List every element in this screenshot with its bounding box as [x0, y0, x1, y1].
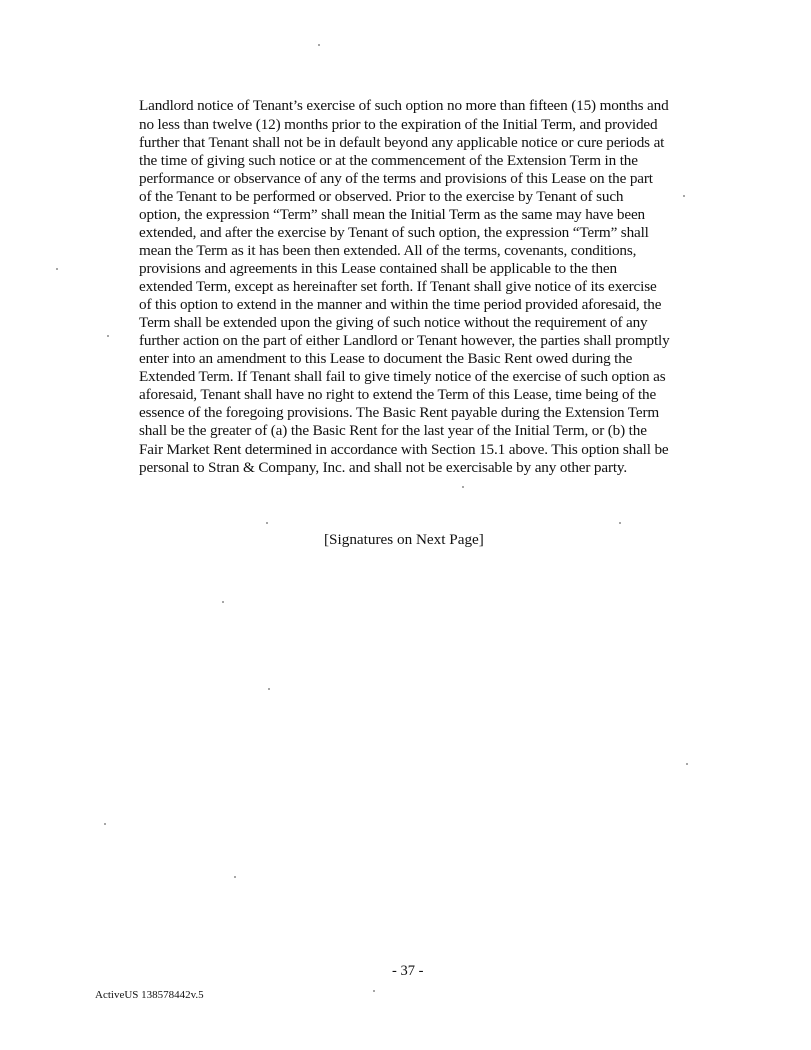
scan-speck — [104, 823, 106, 825]
scan-speck — [234, 876, 236, 878]
paragraph-line: mean the Term as it has been then extended. All of the terms, covenants, conditions, — [139, 242, 637, 259]
paragraph-line: further action on the part of either Landlord or Tenant however, the parties shall promptly — [139, 332, 670, 349]
paragraph-line: further that Tenant shall not be in default beyond any applicable notice or cure periods at — [139, 134, 665, 151]
paragraph-line: of this option to extend in the manner and within the time period provided aforesaid, the — [139, 296, 662, 313]
scan-speck — [268, 688, 270, 690]
scan-speck — [107, 335, 109, 337]
page-number: - 37 - — [392, 963, 424, 979]
document-id: ActiveUS 138578442v.5 — [95, 989, 204, 1001]
scan-speck — [462, 486, 464, 488]
paragraph-line: aforesaid, Tenant shall have no right to extend the Term of this Lease, time being of the — [139, 386, 657, 403]
paragraph-line: extended, and after the exercise by Tenant of such option, the expression “Term” shall — [139, 224, 649, 241]
paragraph-line: the time of giving such notice or at the commencement of the Extension Term in the — [139, 152, 638, 169]
paragraph-line: Landlord notice of Tenant’s exercise of such option no more than fifteen (15) months and — [139, 97, 669, 114]
paragraph-line: option, the expression “Term” shall mean the Initial Term as the same may have been — [139, 206, 645, 223]
paragraph-line: Term shall be extended upon the giving of such notice without the requirement of any — [139, 314, 648, 331]
scan-speck — [619, 522, 621, 524]
paragraph-line: personal to Stran & Company, Inc. and shall not be exercisable by any other party. — [139, 459, 628, 476]
scan-speck — [222, 601, 224, 603]
paragraph-line: shall be the greater of (a) the Basic Rent for the last year of the Initial Term, or (b) the — [139, 422, 647, 439]
scan-speck — [373, 990, 375, 992]
scan-speck — [56, 268, 58, 270]
signatures-note: [Signatures on Next Page] — [324, 531, 484, 548]
paragraph-line: provisions and agreements in this Lease contained shall be applicable to the then — [139, 260, 617, 277]
scan-speck — [266, 522, 268, 524]
paragraph-line: enter into an amendment to this Lease to document the Basic Rent owed during the — [139, 350, 633, 367]
paragraph-line: Extended Term. If Tenant shall fail to give timely notice of the exercise of such option as — [139, 368, 666, 385]
paragraph-line: essence of the foregoing provisions. The Basic Rent payable during the Extension Term — [139, 404, 660, 421]
scan-speck — [686, 763, 688, 765]
paragraph-line: of the Tenant to be performed or observed. Prior to the exercise by Tenant of such — [139, 188, 624, 205]
scan-speck — [683, 195, 685, 197]
paragraph-line: performance or observance of any of the terms and provisions of this Lease on the part — [139, 170, 653, 187]
scan-speck — [318, 44, 320, 46]
paragraph-line: extended Term, except as hereinafter set forth. If Tenant shall give notice of its exercise — [139, 278, 657, 295]
paragraph-line: Fair Market Rent determined in accordance with Section 15.1 above. This option shall be — [139, 441, 669, 458]
paragraph-line: no less than twelve (12) months prior to the expiration of the Initial Term, and provided — [139, 116, 658, 133]
